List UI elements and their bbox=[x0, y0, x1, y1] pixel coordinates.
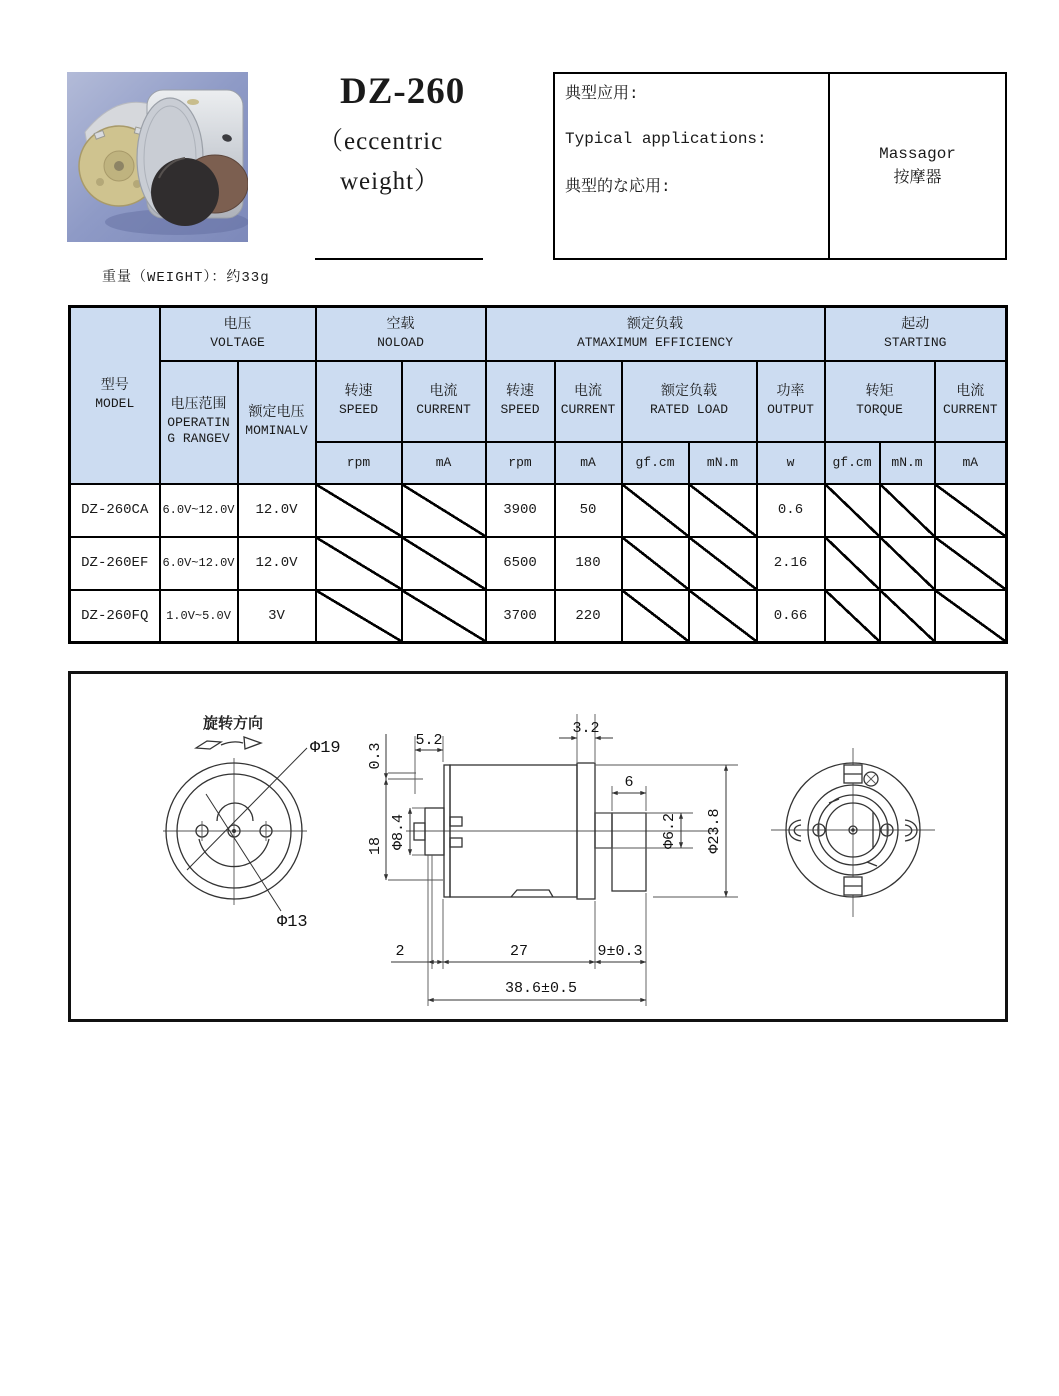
cell-empty bbox=[689, 590, 757, 643]
cell-empty bbox=[316, 590, 402, 643]
cell-empty bbox=[316, 537, 402, 590]
applications-box bbox=[553, 72, 1007, 260]
unit-cell: w bbox=[757, 442, 825, 484]
dim-shaft-length: 2 bbox=[395, 943, 405, 960]
cell-empty bbox=[880, 590, 935, 643]
page-subtitle-line2: weight） bbox=[340, 168, 441, 195]
cell-empty bbox=[935, 537, 1007, 590]
cell-speed: 6500 bbox=[486, 537, 555, 590]
title-block bbox=[300, 70, 505, 197]
cell-current: 220 bbox=[555, 590, 622, 643]
header-noload-current: 电流 CURRENT bbox=[402, 361, 486, 442]
dim-body-length: 27 bbox=[509, 943, 529, 960]
applications-labels bbox=[555, 74, 830, 258]
dim-mount-height: 18 bbox=[367, 836, 384, 856]
product-photo bbox=[67, 72, 248, 242]
unit-cell: rpm bbox=[486, 442, 555, 484]
cell-empty bbox=[935, 590, 1007, 643]
front-view bbox=[163, 714, 341, 932]
header-group-max-efficiency: 额定负载 ATMAXIMUM EFFICIENCY bbox=[486, 307, 825, 361]
cell-operating-range: 1.0V~5.0V bbox=[160, 590, 238, 643]
page-subtitle-line1: （eccentric bbox=[318, 128, 444, 155]
dim-tail-length: 9±0.3 bbox=[597, 943, 643, 960]
cell-operating-range: 6.0V~12.0V bbox=[160, 537, 238, 590]
rotation-direction-label: 旋转方向 bbox=[202, 716, 264, 733]
header-start-current: 电流 CURRENT bbox=[935, 361, 1007, 442]
table-row bbox=[70, 484, 1007, 537]
unit-cell: mA bbox=[402, 442, 486, 484]
cell-empty bbox=[316, 484, 402, 537]
page-title: DZ-260 bbox=[340, 71, 466, 112]
spec-table bbox=[68, 305, 1008, 644]
dim-ring-width: 3.2 bbox=[572, 720, 600, 737]
cell-empty bbox=[825, 590, 880, 643]
cell-empty bbox=[689, 484, 757, 537]
cell-nominal-voltage: 12.0V bbox=[238, 484, 316, 537]
unit-cell: rpm bbox=[316, 442, 402, 484]
dim-boss-length: 5.2 bbox=[415, 732, 443, 749]
header-torque: 转矩 TORQUE bbox=[825, 361, 935, 442]
cell-empty bbox=[689, 537, 757, 590]
dim-boss-diameter: Φ8.4 bbox=[390, 813, 407, 851]
dim-hub-diameter: Φ6.2 bbox=[661, 812, 678, 850]
cell-empty bbox=[402, 537, 486, 590]
header-model-en: MODEL bbox=[95, 396, 135, 412]
dim-body-diameter: Φ23.8 bbox=[706, 808, 723, 854]
cell-current: 180 bbox=[555, 537, 622, 590]
dim-step: 0.3 bbox=[367, 742, 384, 770]
weight-note: 重量（WEIGHT）：约33g bbox=[102, 270, 270, 286]
rear-view bbox=[771, 748, 935, 917]
cell-model: DZ-260CA bbox=[70, 484, 160, 537]
applications-label-en: Typical applications: bbox=[565, 130, 767, 148]
unit-cell: mN.m bbox=[689, 442, 757, 484]
unit-cell: gf.cm bbox=[622, 442, 689, 484]
header-group-voltage: 电压 VOLTAGE bbox=[160, 307, 316, 361]
unit-cell: mN.m bbox=[880, 442, 935, 484]
cell-empty bbox=[880, 484, 935, 537]
header-nominal-voltage: 额定电压 MOMINALV bbox=[238, 361, 316, 484]
cell-operating-range: 6.0V~12.0V bbox=[160, 484, 238, 537]
cell-output: 0.6 bbox=[757, 484, 825, 537]
rotation-arrow-icon bbox=[196, 737, 261, 749]
header-group-noload: 空载 NOLOAD bbox=[316, 307, 486, 361]
unit-cell: mA bbox=[935, 442, 1007, 484]
cell-output: 2.16 bbox=[757, 537, 825, 590]
cell-model: DZ-260FQ bbox=[70, 590, 160, 643]
applications-label-zh: 典型应用: bbox=[565, 85, 639, 103]
front-weight-diameter-label: Φ13 bbox=[277, 913, 308, 932]
header-maxeff-current: 电流 CURRENT bbox=[555, 361, 622, 442]
applications-label-ja: 典型的な応用: bbox=[565, 178, 671, 196]
table-row bbox=[70, 590, 1007, 643]
applications-value-en: Massagor bbox=[879, 145, 956, 163]
cell-speed: 3700 bbox=[486, 590, 555, 643]
cell-empty bbox=[622, 590, 689, 643]
header-model-zh: 型号 bbox=[100, 378, 129, 395]
applications-value-zh: 按摩器 bbox=[893, 169, 942, 187]
cell-empty bbox=[880, 537, 935, 590]
unit-cell: gf.cm bbox=[825, 442, 880, 484]
unit-cell: mA bbox=[555, 442, 622, 484]
cell-speed: 3900 bbox=[486, 484, 555, 537]
cell-output: 0.66 bbox=[757, 590, 825, 643]
cell-current: 50 bbox=[555, 484, 622, 537]
cell-empty bbox=[825, 537, 880, 590]
technical-drawing bbox=[71, 674, 1005, 1019]
table-row bbox=[70, 537, 1007, 590]
cell-empty bbox=[402, 484, 486, 537]
header-group-starting: 起动 STARTING bbox=[825, 307, 1007, 361]
header-model bbox=[70, 307, 160, 484]
dim-weight-width: 6 bbox=[624, 774, 634, 791]
cell-nominal-voltage: 12.0V bbox=[238, 537, 316, 590]
front-outer-diameter-label: Φ19 bbox=[310, 739, 341, 758]
title-underline bbox=[315, 258, 483, 260]
side-view-dimensions bbox=[367, 714, 738, 1006]
cell-empty bbox=[935, 484, 1007, 537]
dim-total-length: 38.6±0.5 bbox=[504, 980, 578, 997]
header-output: 功率 OUTPUT bbox=[757, 361, 825, 442]
header-noload-speed: 转速 SPEED bbox=[316, 361, 402, 442]
cell-empty bbox=[402, 590, 486, 643]
screw-icon bbox=[864, 772, 878, 786]
header-maxeff-speed: 转速 SPEED bbox=[486, 361, 555, 442]
cell-nominal-voltage: 3V bbox=[238, 590, 316, 643]
header-rated-load: 额定负载 RATED LOAD bbox=[622, 361, 757, 442]
cell-empty bbox=[622, 484, 689, 537]
cell-empty bbox=[622, 537, 689, 590]
applications-value bbox=[830, 74, 1005, 258]
cell-model: DZ-260EF bbox=[70, 537, 160, 590]
cell-empty bbox=[825, 484, 880, 537]
header-operating-range: 电压范围 OPERATING RANGEV bbox=[160, 361, 238, 484]
technical-drawing-box bbox=[68, 671, 1008, 1022]
